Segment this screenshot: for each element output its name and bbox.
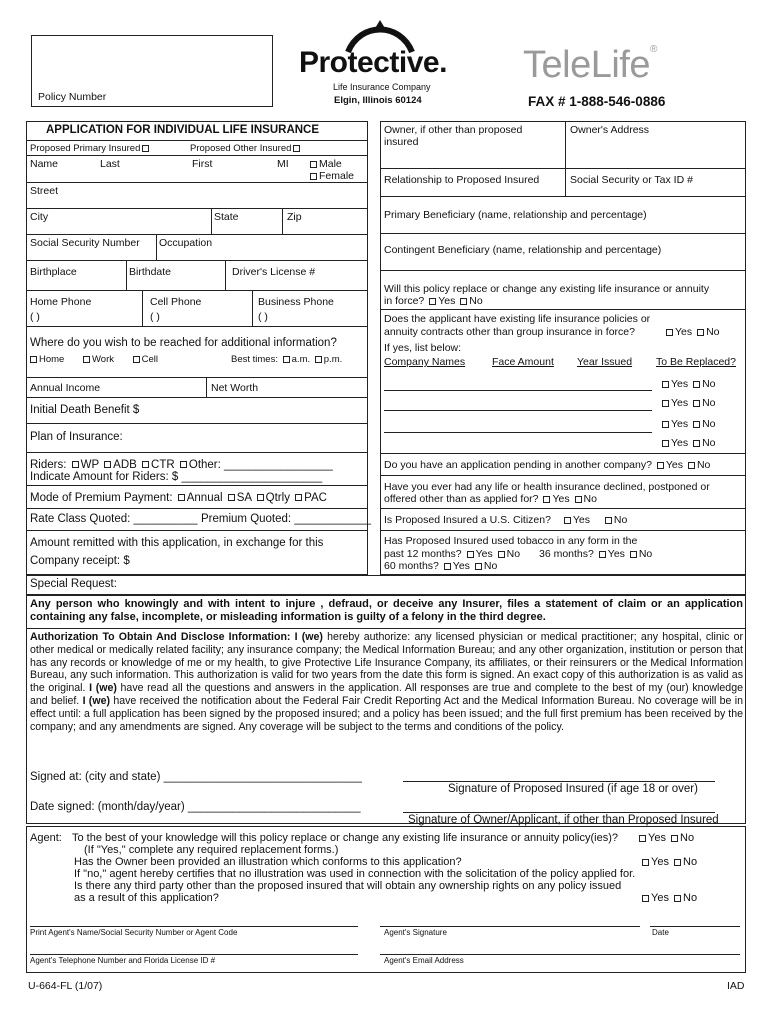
- signature-insured-label: Signature of Proposed Insured (if age 18 or over): [448, 783, 698, 795]
- primary-beneficiary-label: Primary Beneficiary (name, relationship and percentage): [384, 209, 647, 221]
- female-option[interactable]: Female: [308, 170, 354, 182]
- reach-question: Where do you wish to be reached for additional information?: [30, 337, 337, 349]
- relationship-label: Relationship to Proposed Insured: [384, 174, 540, 186]
- checkbox[interactable]: [83, 356, 90, 363]
- occupation-label: Occupation: [159, 237, 213, 249]
- checkbox[interactable]: [642, 895, 649, 902]
- street-label: Street: [30, 185, 59, 197]
- declined-question-2: offered other than as applied for? Yes No: [384, 493, 597, 505]
- checkbox[interactable]: [666, 329, 673, 336]
- citizen-question: Is Proposed Insured a U.S. Citizen? Yes No: [384, 514, 628, 526]
- first-label: First: [192, 158, 213, 170]
- existing-yes-no: Yes No: [664, 326, 720, 338]
- rate-class-quoted: Rate Class Quoted: __________: [30, 513, 198, 525]
- checkbox[interactable]: [697, 329, 704, 336]
- agent-q3-yes-no: Yes No: [640, 892, 697, 904]
- special-request-label: Special Request:: [30, 578, 117, 590]
- fraud-warning: Any person who knowingly and with intent to injure , defraud, or deceive any Insurer, files a statement of claim or an application containing any false, incomplete, or misleading information is guilty of a felony in the third degree.: [30, 598, 743, 623]
- fax-number: FAX # 1-888-546-0886: [528, 94, 666, 109]
- agent-phone-license-label: Agent's Telephone Number and Florida License ID #: [30, 956, 216, 965]
- signed-at-field[interactable]: Signed at: (city and state) _______________________________: [30, 771, 362, 783]
- checkbox[interactable]: [642, 859, 649, 866]
- brand-name: TeleLife: [523, 44, 650, 86]
- agent-question-1: To the best of your knowledge will this policy replace or change any existing life insurance or annuity policy(ies)?: [72, 832, 619, 844]
- company-subtitle: Life Insurance Company: [333, 82, 431, 92]
- agent-signature-label: Agent's Signature: [384, 928, 447, 937]
- checkbox[interactable]: [429, 298, 436, 305]
- existing-question-1: Does the applicant have existing life insurance policies or: [384, 313, 651, 325]
- agent-question-3b: as a result of this application?: [74, 892, 219, 904]
- checkbox[interactable]: [671, 835, 678, 842]
- plan-of-insurance-label: Plan of Insurance:: [30, 431, 123, 443]
- checkbox[interactable]: [133, 356, 140, 363]
- checkbox[interactable]: [605, 517, 612, 524]
- contingent-beneficiary-label: Contingent Beneficiary (name, relationship and percentage): [384, 244, 662, 256]
- checkbox[interactable]: [104, 461, 111, 468]
- checkbox[interactable]: [293, 145, 300, 152]
- amount-remitted: Amount remitted with this application, in exchange for this: [30, 537, 324, 549]
- city-label: City: [30, 211, 49, 223]
- declined-question-1: Have you ever had any life or health insurance declined, postponed or: [384, 481, 710, 493]
- checkbox[interactable]: [142, 145, 149, 152]
- indicate-amount-riders: Indicate Amount for Riders: $ ______________________: [30, 471, 323, 483]
- replace-question-1: Will this policy replace or change any existing life insurance or annuity: [384, 283, 710, 295]
- col-year-issued: Year Issued: [577, 356, 633, 368]
- initial-death-benefit-label: Initial Death Benefit $: [30, 404, 140, 416]
- checkbox[interactable]: [310, 161, 317, 168]
- owners-address-label: Owner's Address: [570, 124, 650, 136]
- net-worth-label: Net Worth: [211, 382, 259, 394]
- checkbox[interactable]: [257, 494, 264, 501]
- ssn-label: Social Security Number: [30, 237, 140, 249]
- col-company-names: Company Names: [384, 356, 466, 368]
- signature-owner-label: Signature of Owner/Applicant, if other than Proposed Insured: [408, 814, 719, 826]
- best-times: Best times: a.m. p.m.: [231, 354, 343, 365]
- annual-income-label: Annual Income: [30, 382, 101, 394]
- checkbox[interactable]: [674, 895, 681, 902]
- col-to-be-replaced: To Be Replaced?: [656, 356, 736, 368]
- premium-quoted: Premium Quoted: ____________: [201, 513, 372, 525]
- premium-mode-line: Mode of Premium Payment: Annual SA Qtrly PAC: [30, 492, 327, 504]
- agent-q2-yes-no: Yes No: [640, 856, 697, 868]
- checkbox[interactable]: [283, 356, 290, 363]
- checkbox[interactable]: [630, 551, 637, 558]
- checkbox[interactable]: [674, 859, 681, 866]
- reach-options: Home Work Cell: [28, 354, 158, 366]
- proposed-other-option[interactable]: Proposed Other Insured: [190, 143, 302, 155]
- name-label: Name: [30, 158, 59, 170]
- checkbox[interactable]: [315, 356, 322, 363]
- agent-label: Agent:: [30, 832, 62, 844]
- replace-question-2: in force? Yes No: [384, 295, 483, 307]
- checkbox[interactable]: [180, 461, 187, 468]
- form-number: U-664-FL (1/07): [28, 980, 103, 992]
- birthplace-label: Birthplace: [30, 266, 77, 278]
- agent-question-2: Has the Owner been provided an illustration which conforms to this application?: [74, 856, 462, 868]
- application-title: APPLICATION FOR INDIVIDUAL LIFE INSURANCE: [46, 124, 320, 136]
- checkbox[interactable]: [543, 496, 550, 503]
- home-phone-label: Home Phone: [30, 296, 92, 308]
- ssn-tax-label: Social Security or Tax ID #: [570, 174, 693, 186]
- checkbox[interactable]: [693, 381, 700, 388]
- checkbox[interactable]: [178, 494, 185, 501]
- checkbox[interactable]: [564, 517, 571, 524]
- company-city: Elgin, Illinois 60124: [334, 95, 422, 106]
- date-signed-field[interactable]: Date signed: (month/day/year) ___________________________: [30, 801, 361, 813]
- checkbox[interactable]: [662, 381, 669, 388]
- checkbox[interactable]: [460, 298, 467, 305]
- checkbox[interactable]: [475, 563, 482, 570]
- male-option[interactable]: Male: [308, 158, 342, 170]
- last-label: Last: [100, 158, 120, 170]
- policy-row-1-yes-no: Yes No: [660, 378, 716, 390]
- checkbox[interactable]: [693, 440, 700, 447]
- business-phone-paren: ( ): [258, 311, 268, 323]
- proposed-primary-option[interactable]: Proposed Primary Insured: [30, 143, 151, 155]
- print-agent-name-label: Print Agent's Name/Social Security Number or Agent Code: [30, 928, 238, 937]
- checkbox[interactable]: [310, 173, 317, 180]
- state-label: State: [214, 211, 239, 223]
- telelife-brand: [523, 44, 657, 87]
- checkbox[interactable]: [72, 461, 79, 468]
- checkbox[interactable]: [662, 400, 669, 407]
- company-name: Protective.: [299, 46, 447, 79]
- tobacco-question-3: 60 months? Yes No: [384, 560, 498, 572]
- special-request-box[interactable]: [26, 575, 746, 595]
- checkbox[interactable]: [639, 835, 646, 842]
- authorization-text: Authorization To Obtain And Disclose Information: I (we) hereby authorize: any licensed physician or medical practitioner; any hospital, clinic or other medical or medically related facility; any insurance company; the Medical Information Bureau; and any other organization, institution or person that has any records or knowledge of me or my health, to give Protective Life Insurance Company, its affiliates, or their reinsurers or the Medical Information Bureau, any such information. This authorization is valid for two years from the date this form is signed. An exact copy of this authorization is as valid as the original. I (we) have read all the questions and answers in the application. All responses are true and complete to the best of my (our) knowledge and belief. I (we) have received the notification about the Federal Fair Credit Reporting Act and the Medical Information Bureau. No coverage will be in effect until: a full application has been signed by the proposed insured; and a policy has been issued; and the full first premium has been received by the company; and any amendments are signed. Any coverage will be subject to the terms and conditions of the policy.: [30, 631, 743, 733]
- col-face-amount: Face Amount: [492, 356, 554, 368]
- form-code: IAD: [727, 980, 745, 992]
- checkbox[interactable]: [693, 421, 700, 428]
- agent-question-3: Is there any third party other than the proposed insured that will obtain any ownership rights on any policy issued: [74, 880, 622, 892]
- checkbox[interactable]: [467, 551, 474, 558]
- cell-phone-label: Cell Phone: [150, 296, 202, 308]
- agent-question-2b: If "no," agent hereby certifies that no illustration was used in connection with the solicitation of the policy applied for.: [74, 868, 636, 880]
- checkbox[interactable]: [662, 421, 669, 428]
- cell-phone-paren: ( ): [150, 311, 160, 323]
- checkbox[interactable]: [30, 356, 37, 363]
- checkbox[interactable]: [498, 551, 505, 558]
- tobacco-question-1: Has Proposed Insured used tobacco in any form in the: [384, 535, 638, 547]
- checkbox[interactable]: [228, 494, 235, 501]
- pending-question: Do you have an application pending in another company? Yes No: [384, 459, 711, 471]
- checkbox[interactable]: [295, 494, 302, 501]
- policy-row-2-yes-no: Yes No: [660, 397, 716, 409]
- owner-if-other-label: Owner, if other than proposed insured: [384, 124, 523, 148]
- if-yes-list: If yes, list below:: [384, 342, 462, 354]
- checkbox[interactable]: [662, 440, 669, 447]
- checkbox[interactable]: [657, 462, 664, 469]
- company-receipt: Company receipt: $: [30, 555, 130, 567]
- agent-email-label: Agent's Email Address: [384, 956, 464, 965]
- home-phone-paren: ( ): [30, 311, 40, 323]
- policy-row-3-yes-no: Yes No: [660, 418, 716, 430]
- checkbox[interactable]: [599, 551, 606, 558]
- checkbox[interactable]: [575, 496, 582, 503]
- birthdate-label: Birthdate: [129, 266, 172, 278]
- agent-question-1b: (If "Yes," complete any required replacement forms.): [84, 844, 339, 856]
- checkbox[interactable]: [142, 461, 149, 468]
- zip-label: Zip: [287, 211, 302, 223]
- agent-date-label: Date: [652, 928, 669, 937]
- existing-question-2: annuity contracts other than group insurance in force?: [384, 326, 635, 338]
- drivers-license-label: Driver's License #: [232, 266, 316, 278]
- agent-q1-yes-no: Yes No: [637, 832, 694, 844]
- policy-number-label: Policy Number: [38, 91, 107, 103]
- tobacco-question-2: past 12 months? Yes No 36 months? Yes No: [384, 548, 653, 560]
- checkbox[interactable]: [693, 400, 700, 407]
- policy-row-4-yes-no: Yes No: [660, 437, 716, 449]
- checkbox[interactable]: [444, 563, 451, 570]
- business-phone-label: Business Phone: [258, 296, 334, 308]
- riders-line: Riders: WP ADB CTR Other: _________________: [30, 459, 333, 471]
- checkbox[interactable]: [688, 462, 695, 469]
- brand-mark: ®: [649, 44, 657, 55]
- mi-label: MI: [277, 158, 289, 170]
